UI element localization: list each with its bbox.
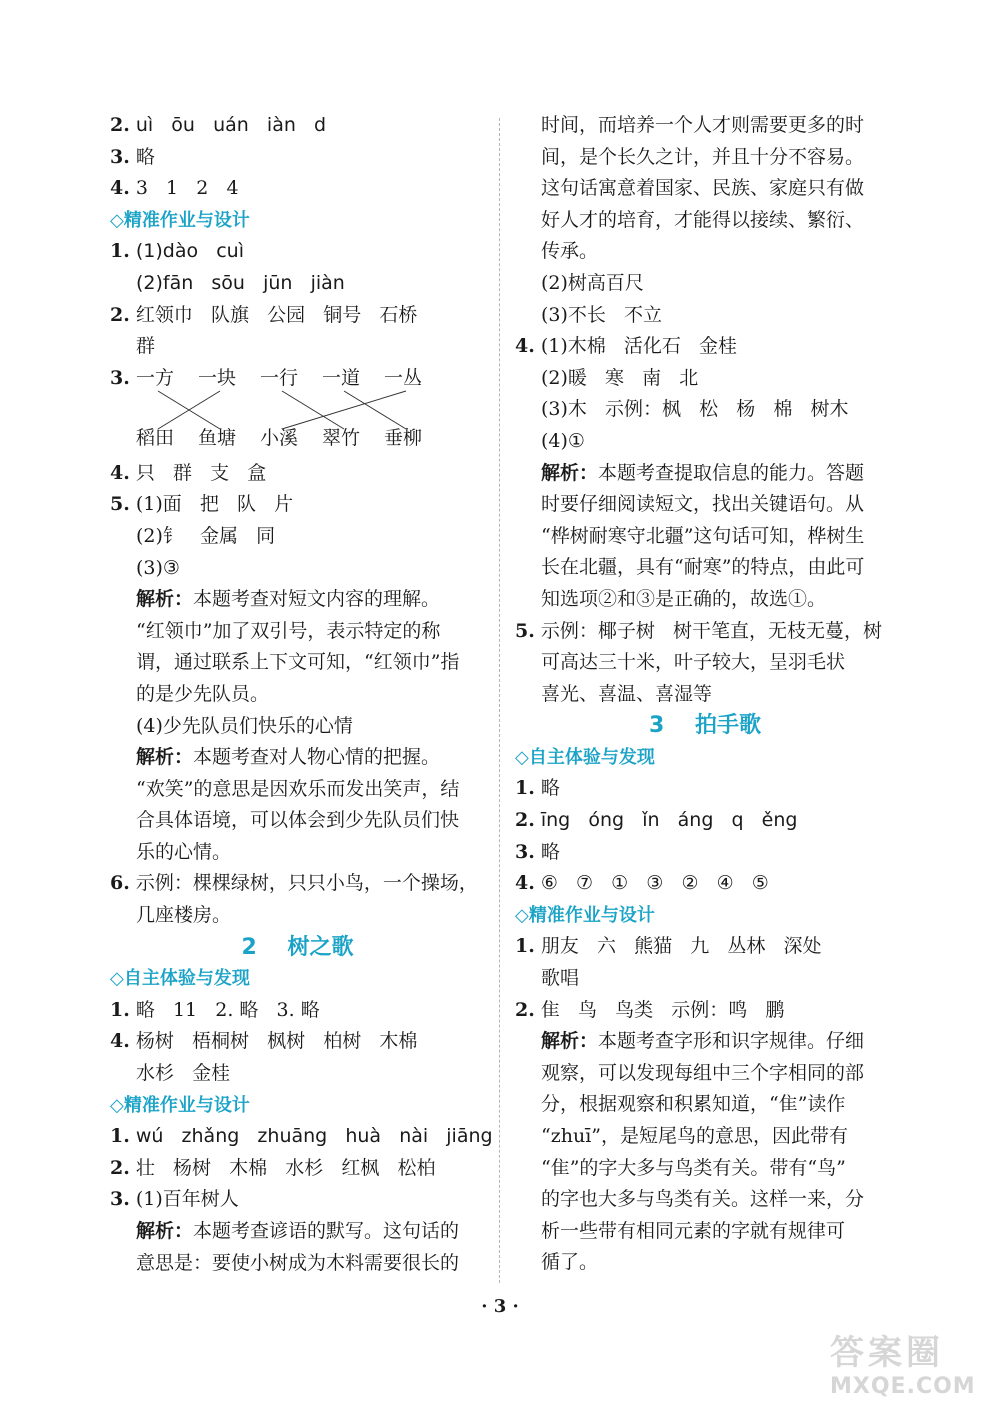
answer-line: 时要仔细阅读短文，找出关键语句。从 <box>541 493 865 516</box>
answer-line: 观察，可以发现每组中三个字相同的部 <box>541 1061 865 1084</box>
item-number: 4. <box>110 1030 130 1053</box>
answer-line: (3)不长 不立 <box>541 303 663 326</box>
explanation-text: 本题考查谚语的默写。这句话的 <box>193 1220 460 1242</box>
section-title: 自主体验与发现 <box>528 746 655 768</box>
section-heading <box>110 963 485 995</box>
item-number: 2. <box>515 809 535 832</box>
answer-line: (2)钅 金属 同 <box>136 524 276 547</box>
answer-line: 这句话寓意着国家、民族、家庭只有做 <box>541 177 865 200</box>
explanation-text: 本题考查提取信息的能力。答题 <box>598 461 865 484</box>
item-text: (1)面 把 队 片 <box>135 493 294 516</box>
answer-line: (3)③ <box>136 556 180 579</box>
item-text: ⑥ ⑦ ① ③ ② ④ ⑤ <box>540 872 769 895</box>
answer-line: 意思是：要使小树成为木料需要很长的 <box>136 1251 460 1274</box>
item-number: 3. <box>110 145 130 168</box>
answer-line: “欢笑”的意思是因欢乐而发出笑声，结 <box>136 777 460 800</box>
answer-line: (3)木 示例：枫 松 杨 棉 树木 <box>541 398 849 421</box>
answer-line: 传承。 <box>541 240 599 263</box>
answer-item <box>515 868 895 900</box>
item-text: īng óng ǐn áng q ěng <box>540 809 798 832</box>
answer-item <box>110 995 485 1027</box>
answer-line: (4)少先队员们快乐的心情 <box>136 714 353 737</box>
item-number: 2. <box>515 998 535 1021</box>
answer-line: 知选项②和③是正确的，故选①。 <box>541 587 827 610</box>
answer-line: 歌唱 <box>541 967 580 990</box>
item-text: wú zhǎng zhuāng huà nài jiāng <box>135 1125 493 1148</box>
answer-line: 水杉 金桂 <box>136 1062 231 1085</box>
explanation-label: 解析： <box>541 461 599 484</box>
item-text: 只 群 支 盒 <box>135 461 267 484</box>
item-number: 6. <box>110 872 130 895</box>
match-connector-line <box>282 391 344 429</box>
explanation-text: 本题考查对短文内容的理解。 <box>193 588 441 611</box>
left-column <box>110 110 493 1279</box>
item-text: (1)木棉 活化石 金桂 <box>540 335 737 358</box>
item-text: uì ōu uán iàn d <box>135 114 327 136</box>
right-column <box>515 110 895 1279</box>
item-number: 2. <box>110 303 130 326</box>
item-text: 朋友 六 熊猫 九 丛林 深处 <box>540 935 822 958</box>
item-number: 3. <box>515 840 535 863</box>
answer-line: 谓，通过联系上下文可知，“红领巾”指 <box>136 651 460 674</box>
answer-item <box>515 995 895 1027</box>
item-text: 略 <box>540 840 560 863</box>
answer-line: (2)fān sōu jūn jiàn <box>136 271 345 294</box>
watermark-text: MXQE.COM <box>830 1374 976 1399</box>
item-number: 4. <box>515 872 535 895</box>
item-number: 1. <box>110 240 130 263</box>
item-number: 5. <box>515 619 535 642</box>
section-heading <box>515 900 895 932</box>
item-text: 隹 鸟 鸟类 示例：鸣 鹏 <box>540 998 785 1021</box>
chapter-title: 2 树之歌 <box>241 934 354 960</box>
page-number: · 3 · <box>481 1296 519 1317</box>
section-title: 精准作业与设计 <box>528 904 655 926</box>
item-text: 略 11 2. 略 3. 略 <box>135 998 320 1021</box>
match-top-word: 一块 <box>198 366 237 389</box>
answer-line: “隹”的字大多与鸟类有关。带有“鸟” <box>541 1156 846 1179</box>
diamond-icon: ◇ <box>110 968 124 990</box>
item-text: (1)dào cuì <box>135 240 244 263</box>
explanation-line <box>515 1026 895 1058</box>
answer-item <box>110 236 485 268</box>
watermark-icon: 答案圈 <box>830 1333 944 1373</box>
answer-line: 好人才的培育，才能得以接续、繁衍、 <box>541 208 865 231</box>
match-lines <box>110 363 485 458</box>
answer-line: 几座楼房。 <box>136 904 232 927</box>
match-bottom-word: 稻田 <box>136 426 175 449</box>
answer-item <box>110 489 485 521</box>
item-text: 杨树 梧桐树 枫树 柏树 木棉 <box>135 1030 418 1053</box>
explanation-text: 本题考查字形和识字规律。仔细 <box>598 1030 865 1053</box>
item-text: 示例：椰子树 树干笔直，无枝无蔓，树 <box>540 619 882 642</box>
answer-item <box>110 300 485 332</box>
answer-item <box>110 173 485 205</box>
section-title: 精准作业与设计 <box>123 209 250 231</box>
answer-line: 长在北疆，具有“耐寒”的特点，由此可 <box>541 556 865 579</box>
answer-item <box>515 837 895 869</box>
explanation-label: 解析： <box>541 1030 599 1053</box>
answer-line: “红领巾”加了双引号，表示特定的称 <box>136 619 441 642</box>
item-number: 2. <box>110 114 130 136</box>
item-text: 壮 杨树 木棉 水杉 红枫 松柏 <box>135 1156 436 1179</box>
match-bottom-word: 小溪 <box>260 426 299 449</box>
answer-item <box>110 142 485 174</box>
answer-line: 喜光、喜温、喜湿等 <box>541 682 713 705</box>
answer-item <box>110 110 485 142</box>
match-bottom-word: 垂柳 <box>384 426 423 449</box>
answer-line: 的是少先队员。 <box>136 682 270 705</box>
item-text: 略 <box>135 145 155 168</box>
item-number: 1. <box>515 935 535 958</box>
watermark-logo <box>830 1325 990 1405</box>
match-top-word: 一行 <box>260 366 299 389</box>
match-connector-line <box>344 391 406 429</box>
item-text: 3 1 2 4 <box>135 177 239 200</box>
diamond-icon: ◇ <box>110 209 124 231</box>
item-text: 红领巾 队旗 公园 铜号 石桥 <box>135 303 418 326</box>
match-top-word: 一道 <box>322 366 361 389</box>
matching-exercise <box>110 363 485 458</box>
item-number: 3. <box>110 366 130 389</box>
item-text: (1)百年树人 <box>135 1188 239 1211</box>
answer-item <box>515 773 895 805</box>
section-heading <box>110 1090 485 1122</box>
answer-line: (4)① <box>541 429 585 452</box>
diamond-icon: ◇ <box>110 1094 124 1116</box>
answer-item <box>110 1026 485 1058</box>
answer-line: 群 <box>136 335 156 358</box>
diamond-icon: ◇ <box>515 746 529 768</box>
section-title: 自主体验与发现 <box>123 968 250 990</box>
explanation-line <box>110 742 485 774</box>
answer-line: (2)树高百尺 <box>541 271 644 294</box>
match-top-word: 一丛 <box>384 366 423 389</box>
item-number: 2. <box>110 1156 130 1179</box>
answer-line: “zhuī”，是短尾鸟的意思，因此带有 <box>541 1125 848 1147</box>
item-number: 4. <box>110 461 130 484</box>
answer-line: (2)暖 寒 南 北 <box>541 366 699 389</box>
item-number: 1. <box>110 998 130 1021</box>
answer-item <box>110 868 485 900</box>
answer-item <box>515 616 895 648</box>
explanation-text: 本题考查对人物心情的把握。 <box>193 746 441 769</box>
answer-line: 乐的心情。 <box>136 840 232 863</box>
match-bottom-word: 翠竹 <box>322 426 361 449</box>
answer-item <box>515 931 895 963</box>
section-heading <box>110 205 485 237</box>
answer-line: 可高达三十米，叶子较大，呈羽毛状 <box>541 651 846 674</box>
answer-line: 析一些带有相同元素的字就有规律可 <box>541 1219 846 1242</box>
answer-line: 循了。 <box>541 1251 599 1274</box>
item-number: 1. <box>110 1125 130 1148</box>
answer-line: 间，是个长久之计，并且十分不容易。 <box>541 145 865 168</box>
explanation-line <box>110 1216 485 1248</box>
answer-item <box>110 1153 485 1185</box>
item-number: 3. <box>110 1188 130 1211</box>
answer-line: 分，根据观察和积累知道，“隹”读作 <box>541 1093 846 1116</box>
section-heading <box>515 742 895 774</box>
item-text: 示例：棵棵绿树，只只小鸟，一个操场， <box>135 872 478 895</box>
answer-line: 时间，而培养一个人才则需要更多的时 <box>541 114 865 136</box>
answer-line: 的字也大多与鸟类有关。这样一来，分 <box>541 1188 865 1211</box>
section-title: 精准作业与设计 <box>123 1094 250 1116</box>
column-divider <box>499 118 500 1283</box>
match-bottom-word: 鱼塘 <box>198 426 237 449</box>
item-number: 4. <box>515 335 535 358</box>
item-number: 4. <box>110 177 130 200</box>
item-text: 略 <box>540 777 560 800</box>
answer-item <box>110 1121 493 1153</box>
answer-item <box>110 458 485 490</box>
answer-item <box>515 331 895 363</box>
explanation-label: 解析： <box>136 588 194 611</box>
diamond-icon: ◇ <box>515 904 529 926</box>
answer-line: 合具体语境，可以体会到少先队员们快 <box>136 809 460 832</box>
match-connector-line <box>282 391 406 429</box>
item-number: 1. <box>515 777 535 800</box>
answer-item <box>515 805 895 837</box>
explanation-line <box>110 584 485 616</box>
chapter-title: 3 拍手歌 <box>649 713 761 739</box>
answer-line: “桦树耐寒守北疆”这句话可知，桦树生 <box>541 524 865 547</box>
explanation-line <box>515 458 895 490</box>
answer-item <box>110 1184 485 1216</box>
explanation-label: 解析： <box>136 746 194 769</box>
explanation-label: 解析： <box>136 1220 194 1242</box>
item-number: 5. <box>110 493 130 516</box>
match-top-word: 一方 <box>136 366 175 389</box>
